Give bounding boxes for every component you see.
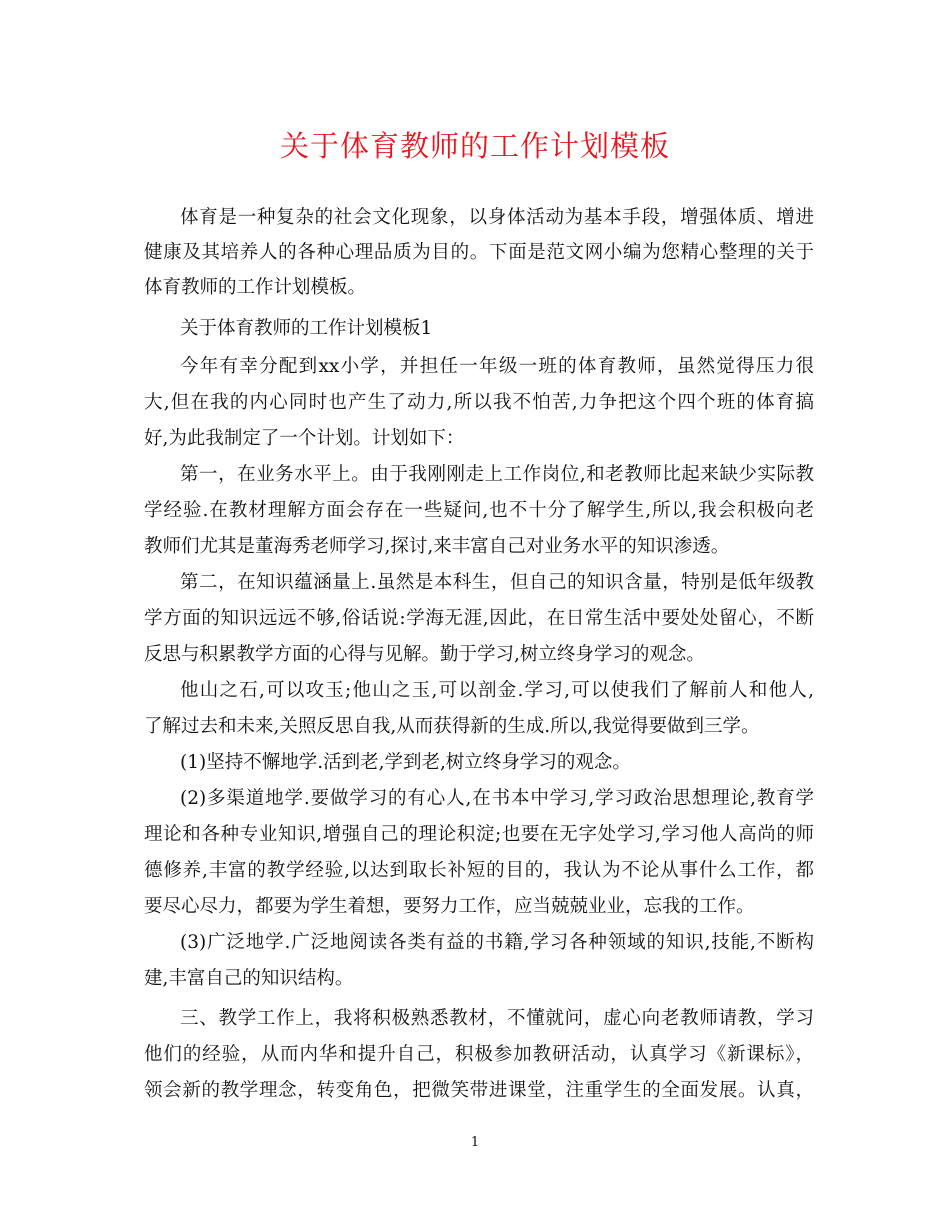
paragraph-line: 要尽心尽力，都要为学生着想，要努力工作，应当兢兢业业，忘我的工作。 — [144, 896, 755, 917]
paragraph-line: 他们的经验，从而内华和提升自己，积极参加教研活动，认真学习《新课标》， — [144, 1044, 814, 1065]
paragraph-line: 教师们尤其是董海秀老师学习,探讨,来丰富自己对业务水平的知识渗透。 — [144, 536, 730, 557]
section-heading: 关于体育教师的工作计划模板1 — [180, 318, 433, 339]
page-number: 1 — [470, 1135, 480, 1150]
document-title: 关于体育教师的工作计划模板 — [279, 129, 670, 163]
paragraph-line: 健康及其培养人的各种心理品质为目的。下面是范文网小编为您精心整理的关于 — [144, 242, 814, 263]
paragraph-line: 好,为此我制定了一个计划。计划如下： — [144, 428, 465, 449]
paragraph-line: 大,但在我的内心同时也产生了动力,所以我不怕苦,力争把这个四个班的体育搞 — [144, 392, 814, 413]
paragraph-line: 今年有幸分配到xx小学，并担任一年级一班的体育教师，虽然觉得压力很 — [180, 356, 814, 377]
paragraph-line: 了解过去和未来,关照反思自我,从而获得新的生成.所以,我觉得要做到三学。 — [144, 716, 760, 737]
paragraph-line: 德修养,丰富的教学经验,以达到取长补短的目的，我认为不论从事什么工作，都 — [144, 860, 814, 881]
paragraph-line: 理论和各种专业知识,增强自己的理论积淀;也要在无字处学习,学习他人高尚的师 — [144, 824, 814, 845]
paragraph-line: 建,丰富自己的知识结构。 — [144, 968, 354, 989]
paragraph-line: 三、教学工作上，我将积极熟悉教材，不懂就问，虚心向老教师请教，学习 — [180, 1008, 814, 1029]
paragraph-line: 他山之石,可以攻玉;他山之玉,可以剖金.学习,可以使我们了解前人和他人, — [180, 680, 814, 701]
paragraph-line: 学经验.在教材理解方面会存在一些疑问,也不十分了解学生,所以,我会积极向老 — [144, 500, 814, 521]
paragraph-line: 第一，在业务水平上。由于我刚刚走上工作岗位,和老教师比起来缺少实际教 — [180, 464, 814, 485]
paragraph-line: 第二，在知识蕴涵量上.虽然是本科生，但自己的知识含量，特别是低年级教 — [180, 572, 814, 593]
paragraph-line: 体育教师的工作计划模板。 — [144, 277, 367, 298]
paragraph-line: (2)多渠道地学.要做学习的有心人,在书本中学习,学习政治思想理论,教育学 — [180, 788, 814, 809]
paragraph-line: 学方面的知识远远不够,俗话说:学海无涯,因此，在日常生活中要处处留心，不断 — [144, 608, 814, 629]
paragraph-line: 体育是一种复杂的社会文化现象，以身体活动为基本手段，增强体质、增进 — [180, 207, 814, 228]
paragraph-line: 反思与积累教学方面的心得与见解。勤于学习,树立终身学习的观念。 — [144, 644, 705, 665]
paragraph-line: 领会新的教学理念，转变角色，把微笑带进课堂，注重学生的全面发展。认真， — [144, 1080, 814, 1101]
paragraph-line: (3)广泛地学.广泛地阅读各类有益的书籍,学习各种领域的知识,技能,不断构 — [180, 932, 814, 953]
paragraph-line: (1)坚持不懈地学.活到老,学到老,树立终身学习的观念。 — [180, 752, 631, 773]
